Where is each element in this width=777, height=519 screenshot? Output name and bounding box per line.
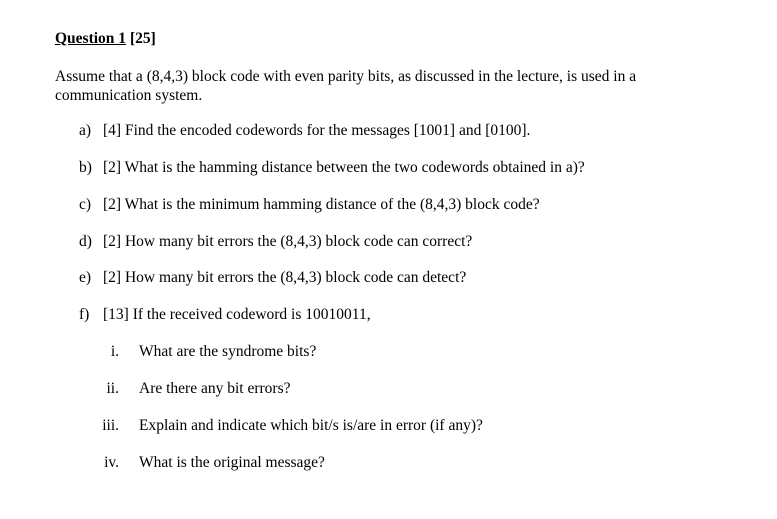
item-marker: e) (79, 269, 92, 286)
question-marks: [25] (129, 30, 156, 47)
item-text: [4] Find the encoded codewords for the messages [1001] and [0100]. (103, 122, 531, 139)
question-title: Question 1 (55, 30, 127, 47)
item-text: [2] What is the hamming distance between the two codewords obtained in a)? (103, 159, 585, 176)
sub-item-marker: iii. (102, 417, 119, 434)
item-marker: d) (79, 233, 92, 250)
sub-item-text: Explain and indicate which bit/s is/are in error (if any)? (139, 417, 483, 434)
question-intro: Assume that a (8,4,3) block code with even parity bits, as discussed in the lecture, is used in a communication system. (55, 68, 637, 104)
sub-item-text: What are the syndrome bits? (139, 343, 317, 360)
sub-item-marker: iv. (104, 454, 119, 471)
sub-item-text: Are there any bit errors? (139, 380, 291, 397)
item-marker: f) (79, 306, 90, 323)
item-text: [2] How many bit errors the (8,4,3) block code can correct? (103, 233, 473, 250)
item-text: [2] How many bit errors the (8,4,3) block code can detect? (103, 269, 467, 286)
item-text: [13] If the received codeword is 10010011, (103, 306, 371, 323)
sub-item-text: What is the original message? (139, 454, 325, 471)
item-marker: a) (79, 122, 92, 139)
sub-item-marker: ii. (106, 380, 119, 397)
question-heading (55, 30, 156, 48)
item-marker: c) (79, 196, 92, 213)
item-text: [2] What is the minimum hamming distance of the (8,4,3) block code? (103, 196, 540, 213)
item-marker: b) (79, 159, 92, 176)
sub-item-marker: i. (110, 343, 119, 360)
